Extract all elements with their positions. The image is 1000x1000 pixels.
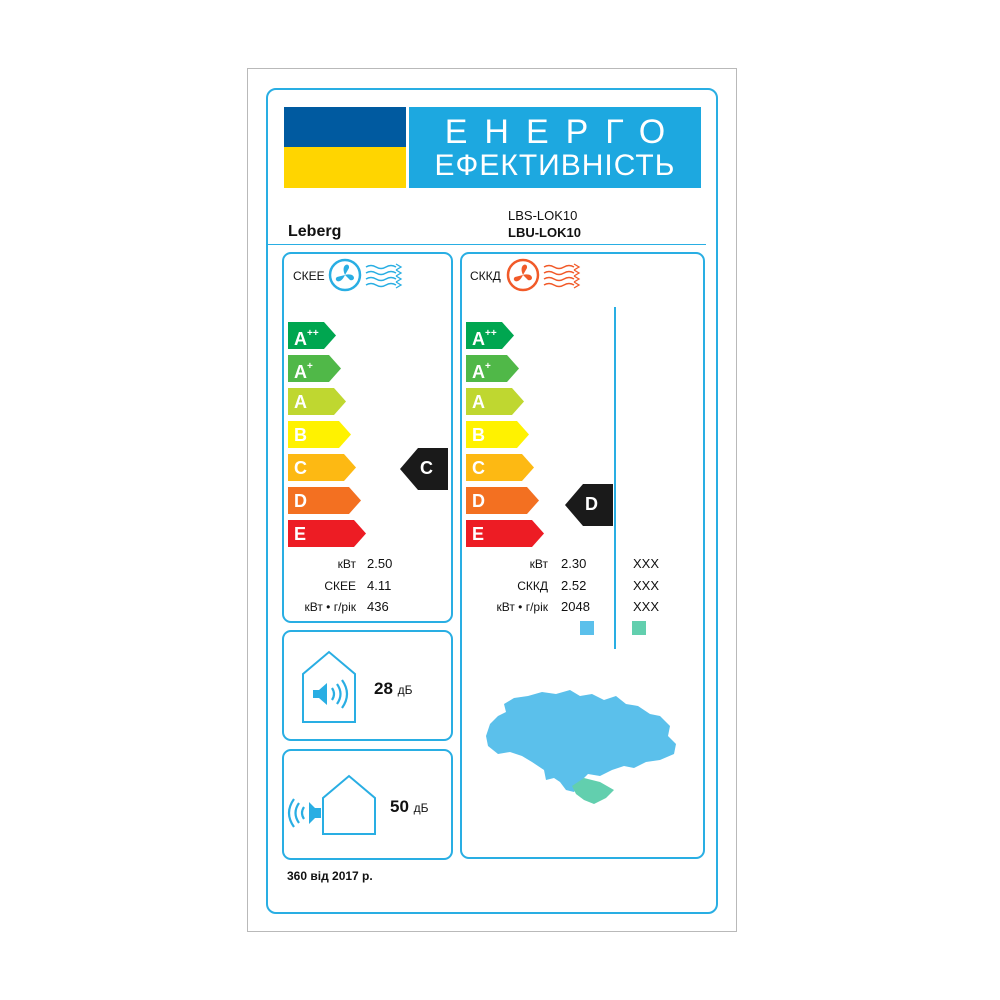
heating-scop-value-zone2: XXX — [633, 578, 660, 593]
heating-class-letter: A+ — [472, 361, 491, 382]
zone-warmer-swatch — [632, 621, 646, 635]
heating-class-bar — [466, 520, 544, 547]
cooling-seer-value: 4.11 — [367, 578, 392, 593]
heating-class-letter: E — [472, 524, 485, 544]
model-indoor: LBS-LOK10 — [508, 208, 578, 223]
heating-class-bar — [466, 322, 514, 349]
flag-blue-stripe — [284, 107, 406, 147]
heating-title: СККД — [470, 269, 501, 283]
cooling-class-bar — [288, 421, 351, 448]
heating-class-letter: B — [472, 425, 485, 445]
cooling-class-bar — [288, 520, 366, 547]
cooling-class-bar — [288, 454, 356, 481]
cooling-rating-letter: C — [420, 458, 433, 478]
cooling-power-label: кВт — [337, 557, 356, 571]
cooling-class-letter: C — [294, 458, 307, 478]
house-speaker-inside-icon — [301, 650, 357, 724]
cooling-class-bar — [288, 322, 336, 349]
heating-power-value: 2.30 — [561, 556, 587, 571]
cooling-class-letter: A — [294, 392, 307, 412]
fan-cold-icon — [328, 258, 408, 292]
flag-yellow-stripe — [284, 147, 406, 188]
cooling-rating-marker — [400, 448, 448, 495]
header-separator — [268, 244, 706, 245]
cooling-title: СКЕЕ — [293, 269, 325, 283]
heating-power-value-zone2: XXX — [633, 556, 660, 571]
cooling-class-letter: A++ — [294, 328, 319, 349]
model-outdoor: LBU-LOK10 — [508, 225, 581, 240]
brand-name: Leberg — [288, 223, 342, 240]
cooling-class-letter: B — [294, 425, 307, 445]
regulation-footer: 360 від 2017 р. — [287, 869, 373, 883]
zone-average-swatch — [580, 621, 594, 635]
heating-class-bar — [466, 355, 519, 382]
cooling-class-bar — [288, 388, 346, 415]
heating-zone-divider — [614, 307, 616, 649]
cooling-class-letter: E — [294, 524, 307, 544]
cooling-class-letter: A+ — [294, 361, 313, 382]
heating-class-bar — [466, 388, 524, 415]
heating-consumption-value-zone2: XXX — [633, 599, 660, 614]
heating-scop-value: 2.52 — [561, 578, 587, 593]
heating-consumption-label: кВт • г/рік — [496, 600, 548, 614]
cooling-class-bar — [288, 487, 361, 514]
heating-class-bar — [466, 421, 529, 448]
cooling-seer-label: СКЕЕ — [324, 579, 356, 593]
cooling-consumption-label: кВт • г/рік — [304, 600, 356, 614]
title-line2: ЕФЕКТИВНІСТЬ — [434, 149, 676, 182]
cooling-power-value: 2.50 — [367, 556, 393, 571]
cooling-consumption-value: 436 — [367, 599, 389, 614]
title-box — [409, 107, 701, 188]
indoor-noise-value: 28 дБ — [374, 679, 413, 698]
cooling-class-letter: D — [294, 491, 307, 511]
heating-class-bar — [466, 454, 534, 481]
heating-class-letter: D — [472, 491, 485, 511]
heating-scop-label: СККД — [517, 579, 548, 593]
heating-class-letter: C — [472, 458, 485, 478]
heating-class-letter: A — [472, 392, 485, 412]
heating-power-label: кВт — [529, 557, 548, 571]
fan-warm-icon — [506, 258, 586, 292]
heating-rating-letter: D — [585, 494, 598, 514]
heating-class-bar — [466, 487, 539, 514]
outdoor-noise-value: 50 дБ — [390, 797, 429, 816]
heating-rating-marker — [565, 484, 613, 531]
heating-consumption-value: 2048 — [561, 599, 590, 614]
cooling-class-bar — [288, 355, 341, 382]
title-line1: ЕНЕРГО — [444, 113, 683, 151]
heating-class-letter: A++ — [472, 328, 497, 349]
house-speaker-outside-icon — [287, 772, 379, 836]
ukraine-map-icon — [484, 686, 684, 816]
